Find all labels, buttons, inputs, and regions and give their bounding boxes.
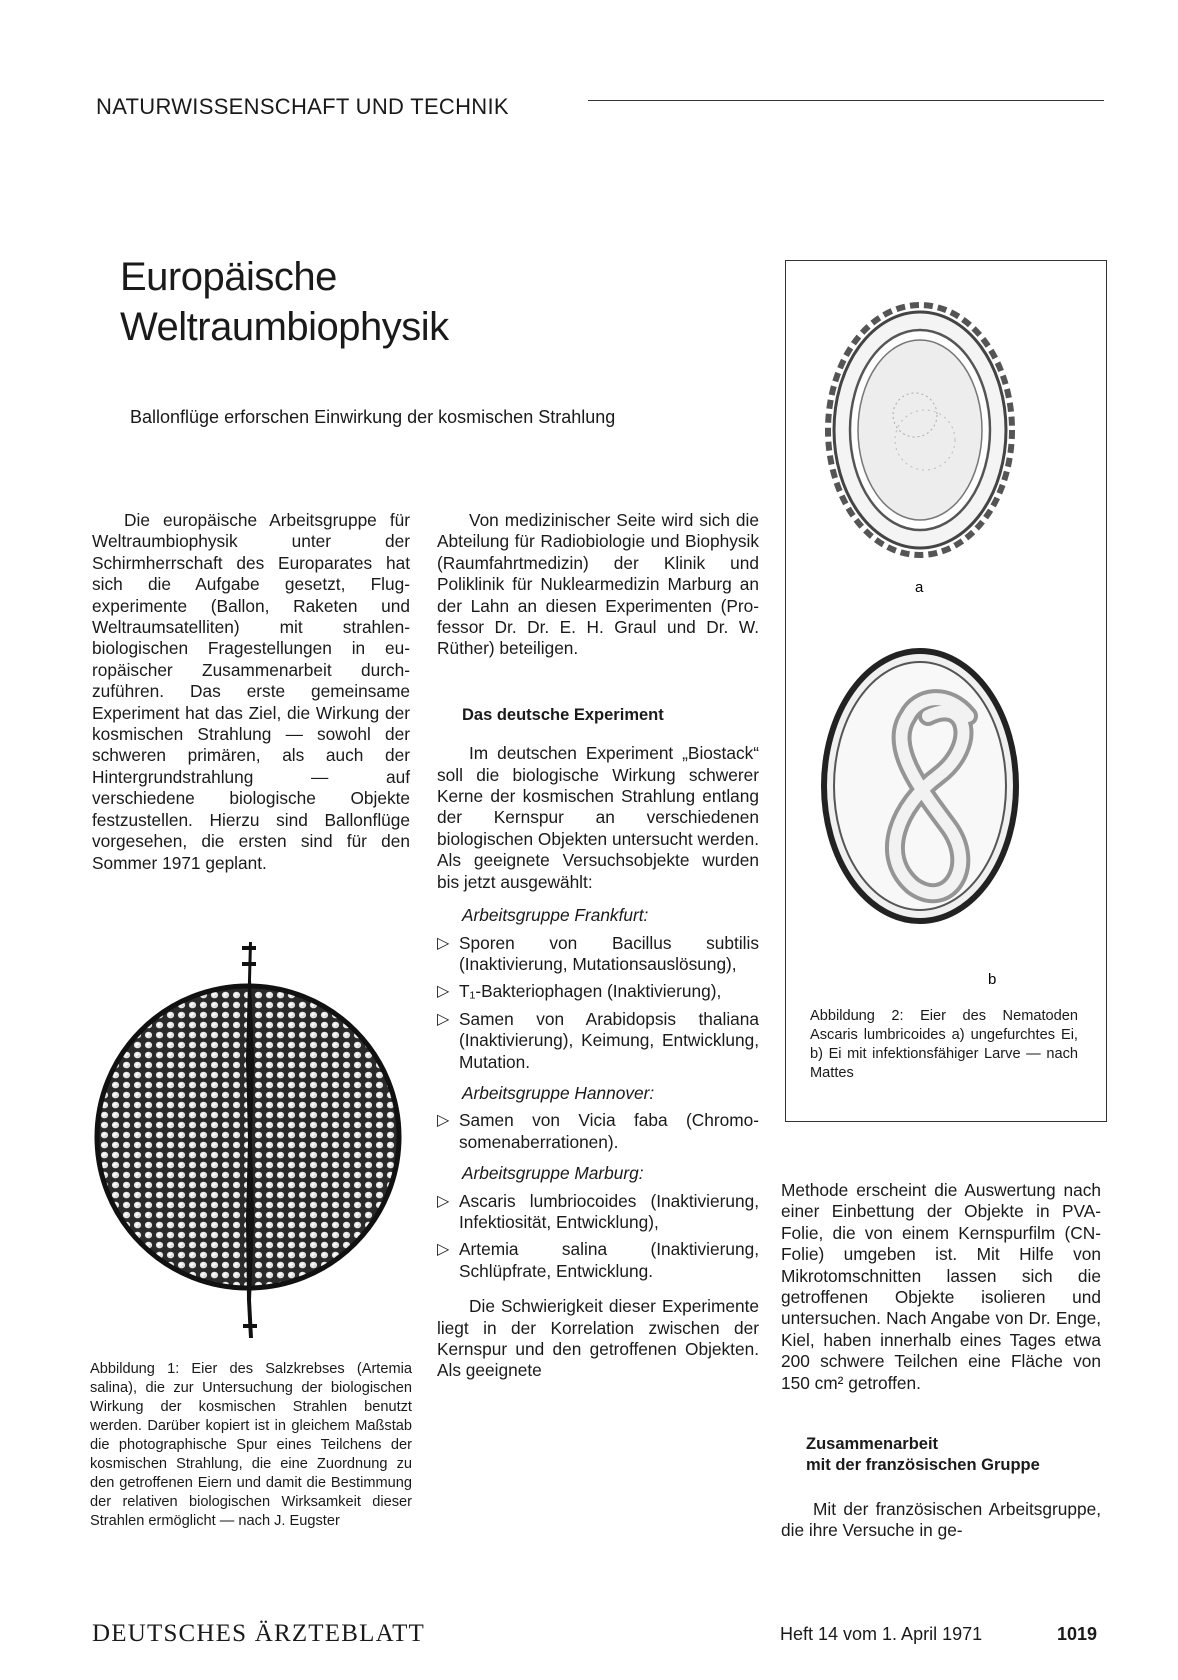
paragraph: Mit der französischen Arbeitsgruppe, die ihre Versuche in ge- [781,1498,1101,1541]
title-line-2: Weltraumbiophysik [120,305,449,349]
heading-line-2: mit der französischen Gruppe [806,1456,1040,1475]
group-heading: Arbeitsgruppe Marburg: [462,1163,644,1184]
heading-line-1: Zusammenarbeit [806,1435,939,1454]
figure-1-caption: Abbildung 1: Eier des Salzkrebses (Artemia salina), die zur Untersuchung der biologischen Wirkung der kosmischen Strahlen benutzt werden. Darüber kopiert ist in gleichem Maßstab die photographische Spur eines Teilchens der kosmischen Strahlung, die eine Zuordnung zu den getroffenen Eiern und damit die Bestimmung der relativen biologischen Wirksamkeit dieser Strahlen ermöglicht — nach J. Eugster [90,1361,412,1529]
triangle-bullet-icon: ▷ [437,983,450,1001]
paragraph: Im deutschen Experiment „Biostack“ soll die biologische Wirkung schwerer Kerne der kosmischen Strahlung entlang der Kernspur an verschiedenen biologischen Objekten untersucht werden. Als geeignete Versuchsobjekte wurden bis jetzt ausgewählt: [437,743,759,892]
triangle-bullet-icon: ▷ [437,1010,450,1028]
column-1 [92,510,410,874]
journal-masthead: DEUTSCHES ÄRZTEBLATT [92,1620,426,1647]
paragraph: Die europäische Arbeitsgruppe für Weltraumbiophysik unter der Schirmherrschaft des Europarates hat sich die Aufgabe gesetzt, Flugexperimente (Ballon, Raketen und Weltraumsatelliten) mit strahlenbiologischen Fragestellungen in europäischer Zusammenarbeit durchzuführen. Das erste gemeinsame Experiment hat das Ziel, die Wirkung der kosmischen Strahlung — sowohl der schweren primären, als auch der Hintergrundstrahlung — auf verschiedene biologische Objekte festzustellen. Hierzu sind Ballonflüge vorgesehen, die ersten sind für den Sommer 1971 geplant. [92,510,410,873]
paragraph: Die Schwierigkeit dieser Experimente liegt in der Korrelation zwischen der Kernspur und den getroffenen Objekten. Als geeignete [437,1296,759,1381]
issue-info: Heft 14 vom 1. April 1971 [780,1624,983,1644]
figure-2-caption: Abbildung 2: Eier des Nematoden Ascaris lumbricoides a) ungefurchtes Ei, b) Ei mit infektionsfähiger Larve — nach Mattes [810,1008,1078,1081]
triangle-bullet-icon: ▷ [437,1241,450,1259]
section-heading: Das deutsche Experiment [462,705,664,724]
figure-1-image [88,940,412,1340]
triangle-bullet-icon: ▷ [437,934,450,952]
group-heading: Arbeitsgruppe Frankfurt: [462,905,649,926]
list-item: ▷ Ascaris lumbriocoides (Inaktivierung, Infektiosität, Entwicklung), [437,1190,759,1232]
paragraph: Methode erscheint die Auswertung nach einer Einbettung der Objekte in PVA-Folie, die von einem Kernspurfilm (CN-Folie) umgeben ist. Mit Hilfe von Mikrotomschnitten lassen sich die getroffenen Objekte isolieren und untersuchen. Nach Angabe von Dr. Enge, Kiel, haben innerhalb eines Tages etwa 200 schwere Teilchen eine Fläche von 150 cm² getroffen. [781,1180,1101,1393]
triangle-bullet-icon: ▷ [437,1112,450,1130]
list-item: ▷ Samen von Vicia faba (Chromosomenaberrationen). [437,1110,759,1152]
figure-2b-label: b [988,971,997,988]
list-item: ▷ Samen von Arabidopsis thaliana (Inaktivierung), Keimung, Entwicklung, Mutation. [437,1008,759,1072]
column-2 [437,510,759,1382]
section-header: NATURWISSENSCHAFT UND TECHNIK [96,94,509,119]
paragraph: Von medizinischer Seite wird sich die Abteilung für Radiobiologie und Biophysik (Raumfahrtmedizin) der Klinik und Poliklinik für Nuklearmedizin Marburg an der Lahn an diesen Experimenten (Professor Dr. Dr. E. H. Graul und Dr. W. Rüther) beteiligen. [437,510,759,659]
title-line-1: Europäische [120,255,337,299]
section-heading [781,1434,1101,1477]
article-subtitle: Ballonflüge erforschen Einwirkung der kosmischen Strahlung [130,407,616,427]
header-rule [588,100,1104,101]
list-item: ▷ Artemia salina (Inaktivierung, Schlüpfrate, Entwicklung. [437,1239,759,1281]
column-3 [781,1180,1101,1542]
list-item: ▷ T₁-Bakteriophagen (Inaktivierung), [437,981,722,1002]
list-item: ▷ Sporen von Bacillus subtilis (Inaktivierung, Mutationsauslösung), [437,932,759,974]
group-heading: Arbeitsgruppe Hannover: [462,1082,655,1103]
figure-2b-egg-image [818,636,1028,988]
page-number: 1019 [1057,1624,1098,1644]
figure-2a-egg-image [820,290,1020,596]
triangle-bullet-icon: ▷ [437,1192,450,1210]
article-title [120,252,449,352]
figure-2a-label: a [915,579,924,596]
